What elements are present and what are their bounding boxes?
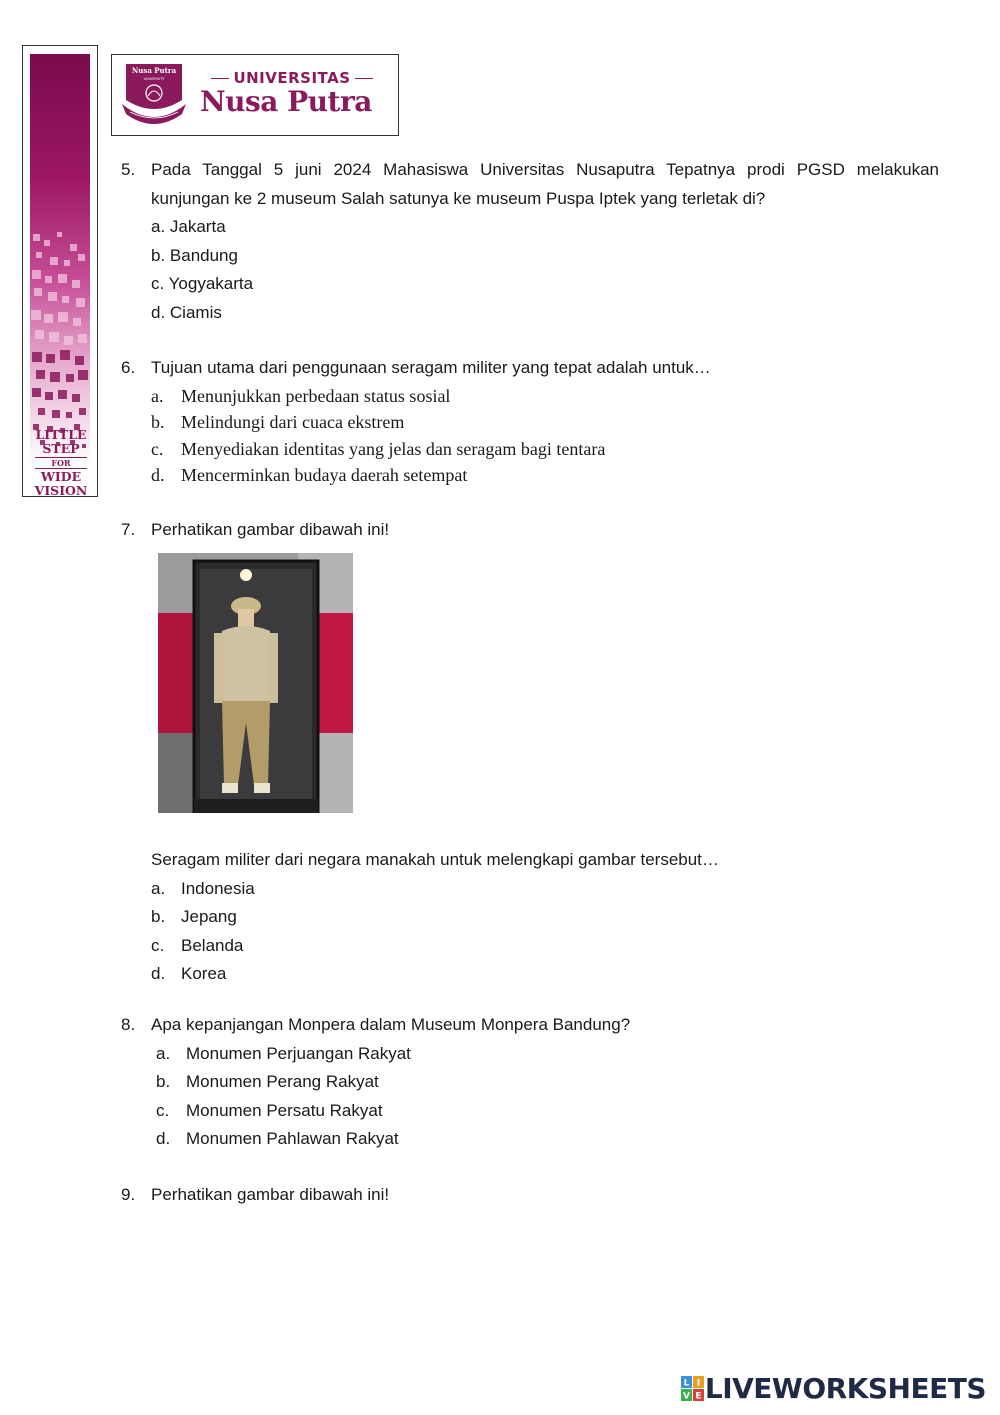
banner-gradient — [30, 54, 90, 464]
option-text: Monumen Perjuangan Rakyat — [186, 1043, 411, 1063]
motto-line: STEP — [42, 441, 80, 456]
logo-letter: E — [695, 1391, 702, 1401]
option-text: Monumen Persatu Rakyat — [186, 1100, 383, 1120]
motto-line: WIDE — [40, 469, 82, 484]
option-text: Korea — [181, 964, 227, 983]
answer-options — [151, 383, 939, 489]
question-number: 5. — [121, 160, 136, 179]
logo-letter: L — [683, 1378, 690, 1388]
option-text: Indonesia — [181, 878, 255, 898]
question-stem: Perhatikan gambar dibawah ini! — [151, 1185, 390, 1204]
motto-line: LITTLE — [35, 427, 87, 442]
option-label: b. — [151, 907, 166, 926]
motto-line: VISION — [34, 483, 88, 498]
answer-option[interactable] — [151, 242, 939, 271]
question-number: 7. — [121, 520, 136, 539]
option-label: d. — [151, 964, 166, 983]
question-number: 6. — [121, 358, 136, 377]
military-uniform-photo — [158, 553, 353, 813]
option-text: Menyediakan identitas yang jelas dan seragam bagi tentara — [181, 438, 606, 459]
answer-option[interactable] — [151, 383, 939, 410]
question-6 — [121, 354, 939, 489]
option-label: b. — [156, 1072, 171, 1091]
option-text: Mencerminkan budaya daerah setempat — [181, 465, 468, 485]
question-number: 8. — [121, 1015, 136, 1034]
answer-option[interactable] — [156, 1040, 939, 1069]
option-label: a. — [151, 385, 164, 406]
banner-mosaic-pattern — [30, 54, 90, 464]
university-logo — [111, 54, 399, 136]
university-crest-icon — [120, 60, 188, 130]
question-prompt: Seragam militer dari negara manakah untuk melengkapi gambar tersebut… — [151, 850, 719, 869]
answer-option[interactable] — [151, 409, 939, 436]
question-stem: Apa kepanjangan Monpera dalam Museum Monpera Bandung? — [151, 1015, 631, 1034]
answer-option[interactable] — [156, 1125, 939, 1154]
answer-option[interactable] — [151, 436, 939, 463]
question-5 — [121, 156, 939, 327]
liveworksheets-logo-icon — [681, 1376, 705, 1402]
question-9 — [121, 1181, 939, 1210]
option-label: d. — [156, 1129, 171, 1148]
option-text: Melindungi dari cuaca ekstrem — [181, 412, 405, 432]
liveworksheets-brand[interactable] — [681, 1372, 986, 1405]
logo-letter: V — [682, 1391, 690, 1401]
crest-subtext: UNIVERSITY — [143, 77, 165, 81]
logo-universitas-label: UNIVERSITAS — [202, 69, 382, 87]
option-label: c. — [151, 935, 165, 955]
question-stem: Pada Tanggal 5 juni 2024 Mahasiswa Universitas Nusaputra Tepatnya prodi PGSD melakukan kunjungan ke 2 museum Salah satunya ke museum Puspa Iptek yang terletak di? — [151, 160, 939, 208]
option-text: Monumen Pahlawan Rakyat — [186, 1129, 399, 1148]
answer-option[interactable] — [151, 213, 939, 242]
banner-motto — [27, 428, 95, 498]
option-text: b. Bandung — [151, 245, 238, 265]
answer-option[interactable] — [151, 960, 939, 989]
answer-options — [151, 875, 939, 989]
crest-text: Nusa Putra — [131, 66, 177, 75]
option-text: Jepang — [181, 907, 237, 926]
option-label: b. — [151, 412, 165, 432]
option-text: c. Yogyakarta — [151, 274, 254, 293]
answer-option[interactable] — [156, 1068, 939, 1097]
logo-letter: I — [696, 1378, 701, 1388]
answer-option[interactable] — [151, 462, 939, 489]
option-text: d. Ciamis — [151, 302, 222, 322]
option-label: a. — [151, 878, 166, 898]
question-stem: Perhatikan gambar dibawah ini! — [151, 520, 390, 539]
question-number: 9. — [121, 1185, 136, 1204]
option-label: d. — [151, 465, 165, 485]
option-text: Belanda — [181, 935, 244, 955]
answer-option[interactable] — [151, 299, 939, 328]
liveworksheets-brand-text: LIVEWORKSHEETS — [704, 1372, 986, 1405]
answer-options — [151, 213, 939, 327]
option-label: a. — [156, 1043, 171, 1063]
answer-options — [156, 1040, 939, 1154]
option-text: a. Jakarta — [151, 217, 226, 236]
option-label: c. — [156, 1100, 170, 1120]
motto-line: FOR — [35, 457, 87, 469]
answer-option[interactable] — [151, 932, 939, 961]
answer-option[interactable] — [151, 903, 939, 932]
option-text: Monumen Perang Rakyat — [186, 1072, 379, 1091]
option-text: Menunjukkan perbedaan status sosial — [181, 385, 451, 406]
question-stem: Tujuan utama dari penggunaan seragam militer yang tepat adalah untuk… — [151, 358, 711, 377]
question-7 — [121, 516, 939, 989]
question-8 — [121, 1011, 939, 1154]
side-banner — [22, 45, 98, 497]
answer-option[interactable] — [151, 875, 939, 904]
logo-university-name: Nusa Putra — [200, 85, 372, 118]
answer-option[interactable] — [151, 270, 939, 299]
option-label: c. — [151, 438, 164, 459]
answer-option[interactable] — [156, 1097, 939, 1126]
